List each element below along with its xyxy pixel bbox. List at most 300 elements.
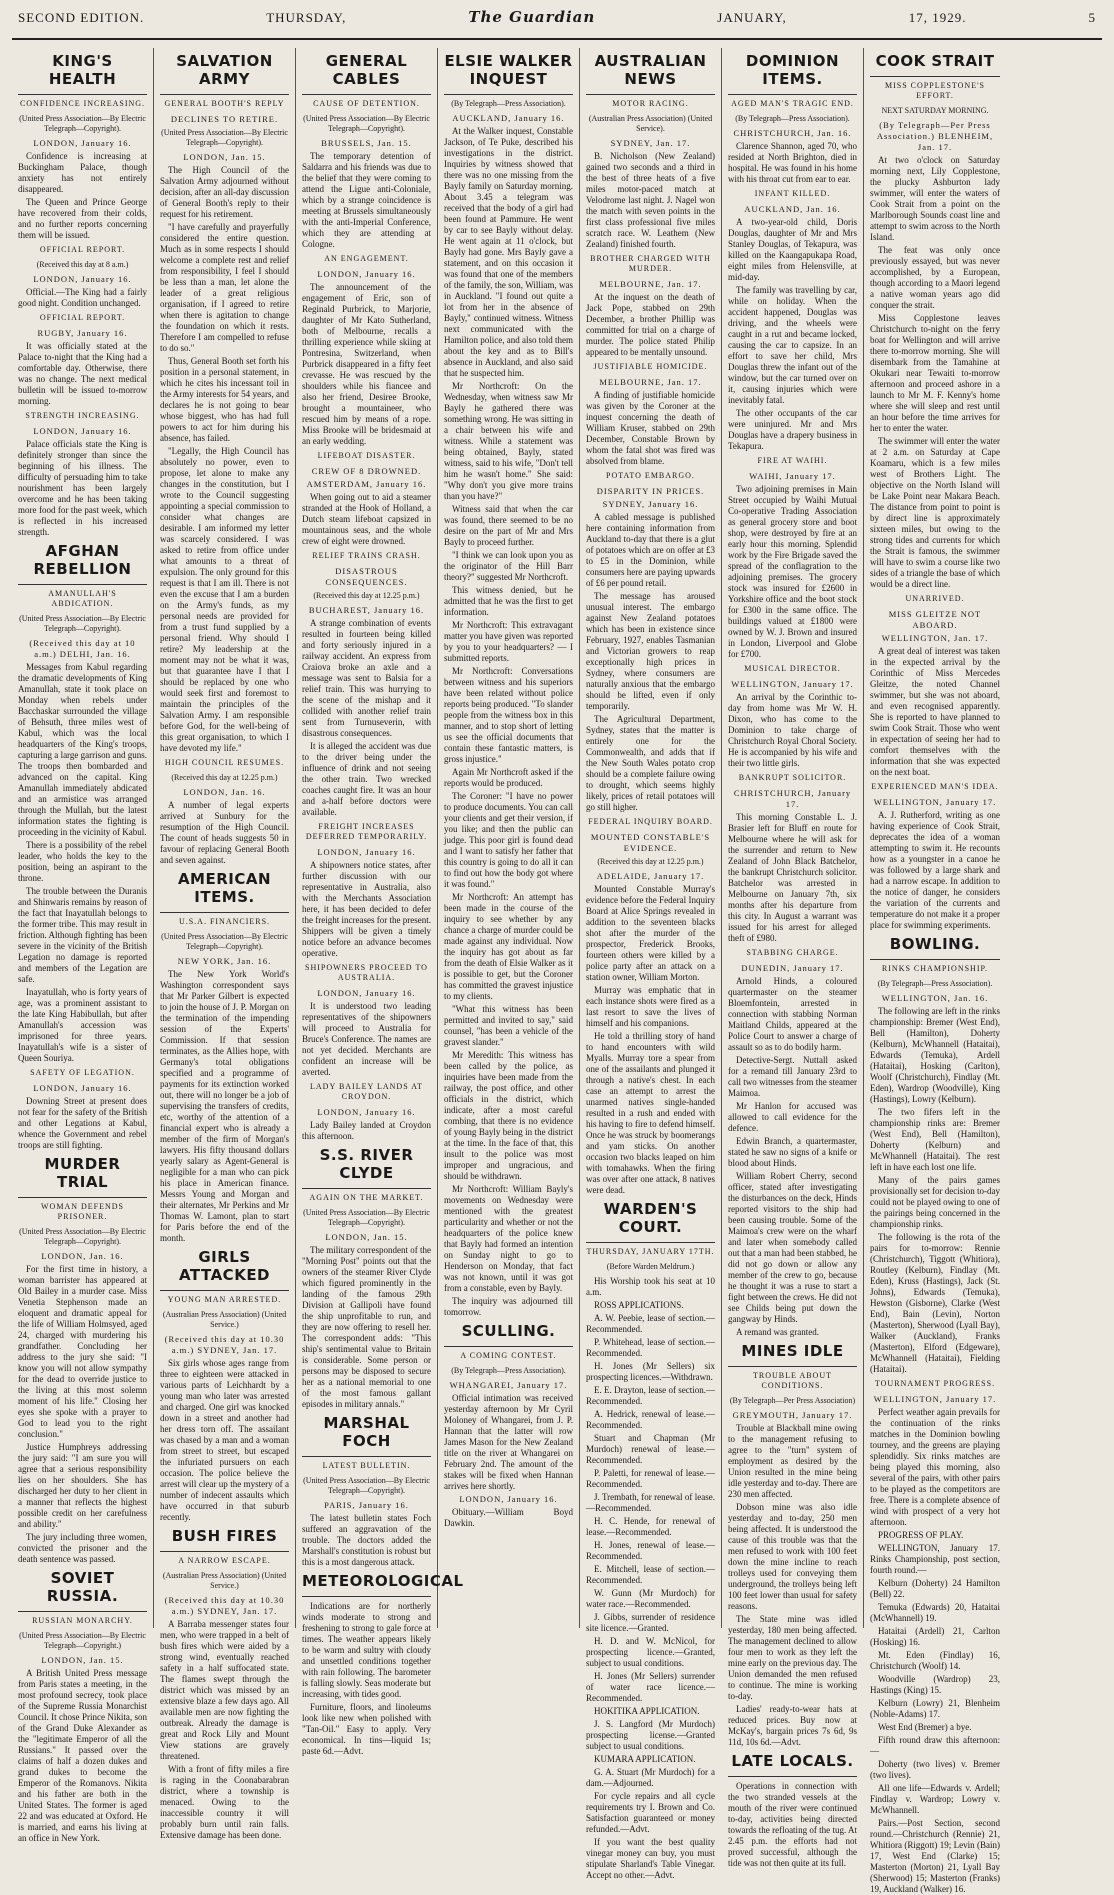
story-paragraph: Palace officials state the King is definitely stronger than since the beginning of his illness. The difficulty of persuading him to take nourishment has been largely overcome and he has been taking more food for the past week, which is reflected in his increased strength. (18, 439, 147, 537)
headline-rule (870, 76, 1000, 77)
story-dateline: LONDON, January 16. (33, 1083, 132, 1093)
news-story (586, 857, 715, 1196)
story-paragraph: Stuart and Chapman (Mr Murdoch) renewal of lease.—Recommended. (586, 1433, 715, 1465)
story-paragraph: P. Paletti, for renewal of lease.—Recommended. (586, 1468, 715, 1489)
story-paragraph: Downing Street at present does not fear for the safety of the British and other Legations at Kabul, whence the Government and rebel troops are still fighting. (18, 1096, 147, 1150)
story-headline: AUSTRALIAN NEWS (594, 52, 707, 88)
story-paragraph: A remand was granted. (736, 1327, 819, 1337)
wire-credit: (United Press Association—By Electric Telegraph—Copyright). (19, 1227, 146, 1246)
story-paragraph: The inquiry was adjourned till tomorrow. (444, 1296, 573, 1317)
news-story (586, 52, 715, 250)
wire-credit: (United Press Association—By Electric Telegraph—Copyright). (19, 114, 146, 133)
headline-rule (302, 1596, 431, 1597)
story-paragraph: Murray was emphatic that in each instance shots were fired as a last resort to save the lives of himself and his companions. (586, 985, 715, 1028)
story-paragraph: E. Mitchell, lease of section.—Recommended. (586, 1564, 715, 1585)
story-paragraph: Ladies' ready-to-wear hats at reduced prices. Buy now at McKay's, bargain prices 7s 6d, 9s 11d, 10s 6d.—Advt. (728, 1704, 857, 1747)
story-paragraph: A shipowners notice states, after further discussion with our representative in Australia, also with the Merchants Association here, it has been decided to defer the freight increases for the present. Shippers will be given a timely notice before an advance becomes operative. (302, 860, 431, 958)
wire-credit: (United Press Association—By Electric Telegraph—Copyright). (303, 114, 430, 133)
story-dateline: LONDON, January 16. (33, 274, 132, 284)
story-paragraph: For cycle repairs and all cycle requirements try I. Brown and Co. Satisfaction guaranteed or money refunded.—Advt. (586, 1791, 715, 1834)
headline-rule (18, 94, 147, 95)
headline-rule (728, 94, 857, 95)
story-paragraph: The latest bulletin states Foch suffered an aggravation of the trouble. The doctors added the Marshall's constitution is robust but this is a most dangerous attack. (302, 1513, 431, 1567)
story-paragraph: He told a thrilling story of hand to hand encounters with wild Myalls. Murray tore a spear from one of the assailants and plunged it through a native's chest. In each case an attempt to arrest the unarmed natives single-handed resulted in a rush and ended with his having to fire to defend himself. Once he was struck by boomerangs and yam sticks. On another occasion two blacks leaped on him with tomahawks. When the firing was over after one attack, 8 natives were dead. (586, 1031, 715, 1195)
news-story (302, 254, 431, 447)
story-dateline: LONDON, Jan. 16. (41, 1251, 124, 1261)
story-subhead: RINKS CHAMPIONSHIP. (881, 964, 989, 973)
story-paragraph: The message has aroused unusual interest. The embargo against New Zealand potatoes which has been in existence since February, 1927, enables Tasmanian and Victorian growers to reap exceptionally high prices in Sydney, where consumers are naturally anxious that the embargo should be lifted, even if only temporarily. (586, 591, 715, 711)
headline-rule (160, 912, 289, 913)
story-subhead: WOMAN DEFENDS PRISONER. (41, 1202, 124, 1221)
story-paragraph: At two o'clock on Saturday morning next, Lily Copplestone, the plucky Ashburton lady swimmer, will enter the waters of Cook Strait from a point on the Marlborough Sounds coast line and attempt to swim across to the North Island. (870, 155, 1000, 242)
story-dateline: BRUSSELS, Jan. 15. (321, 138, 412, 148)
story-paragraph: A. Hedrick, renewal of lease.—Recommended. (586, 1409, 715, 1430)
story-dateline: LONDON, January 16. (317, 269, 416, 279)
story-paragraph: Mr Hanlon for accused was allowed to call evidence for the defence. (728, 1101, 857, 1133)
news-story (728, 1752, 857, 1869)
story-headline: SCULLING. (461, 1322, 556, 1340)
story-paragraph: At the Walker inquest, Constable Jackson, of Te Puke, described his investigations in the district. Inquiries by witness showed that there was no one missing from the Bayly family on Saturday morning. About 3.45 a telegram was received that the body of a girl had been found at Pammure. He went by car to see Bayly without delay. He went again at 11 o'clock, but Bayly had gone. Mrs Bayly gave a statement, and on this occasion it was found that one of the members of the family, the son, William, was in Auckland. "I found out quite a lot from her in the absence of Bayly," continued witness. Witness next communicated with the Hamilton police, and also told them about the key and as to Bill's absence in Auckland, and also said that he suspected him. (444, 126, 573, 378)
story-paragraph: It is understood two leading representatives of the shipowners will proceed to Australia for Bruce's Conference. The names are not yet decided. Merchants are confident an increase will be averted. (302, 1001, 431, 1077)
story-dateline: WELLINGTON, Jan. 16. (881, 993, 989, 1003)
story-dateline: WHANGAREI, January 17. (449, 1380, 568, 1390)
news-story (728, 456, 857, 660)
story-paragraph: Clarence Shannon, aged 70, who resided at North Brighton, died in hospital. He was found in his home with his throat cut from ear to ear. (728, 141, 857, 184)
news-story (18, 52, 147, 241)
wire-credit: (Received this day at 12.25 p.m.) (171, 773, 278, 782)
story-paragraph: A. W. Peebie, lease of section.—Recommended. (586, 1313, 715, 1334)
headline-rule (18, 584, 147, 585)
wire-credit: (Australian Press Association) (United Service). (588, 114, 713, 133)
news-column (154, 48, 296, 1840)
news-story (18, 245, 147, 309)
page-number: 5 (1088, 10, 1096, 25)
headline-rule (444, 94, 573, 95)
story-dateline: WELLINGTON, January 17. (731, 679, 854, 689)
wire-credit: (By Telegraph—Press Association). (877, 979, 993, 988)
story-subhead: CAUSE OF DETENTION. (313, 99, 420, 108)
story-paragraph: J. Trembath, for renewal of lease.—Recommended. (586, 1492, 715, 1513)
story-paragraph: Confidence is increasing at Buckingham Palace, though anxiety has not entirely disappeared. (18, 151, 147, 194)
story-headline: MINES IDLE (741, 1342, 844, 1360)
story-paragraph: ROSS APPLICATIONS. (594, 1300, 684, 1310)
story-headline: COOK STRAIT (875, 52, 995, 70)
story-paragraph: Inayatullah, who is forty years of age, was a prominent assistant to the late King Habibullah, but after Amanullah's accession was imprisoned for three years. Inayatullah's wife is a sister of Queen Souriya. (18, 987, 147, 1063)
column-area (12, 48, 1102, 1894)
news-story (18, 1569, 147, 1844)
story-paragraph: A finding of justifiable homicide was given by the Coroner at the inquest concerning the death of William Kruser, stabbed on 29th December, Constable Brown by whom the fatal shot was fired was absolved from blame. (586, 390, 715, 466)
story-dateline: PARIS, January 16. (324, 1500, 409, 1510)
news-story (302, 822, 431, 959)
story-paragraph: A British United Press message from Paris states a meeting, in the most profound secrecy, took place of the Supreme Russia Monarchist Council. It chose Prince Nikita, son of the Grand Duke Alexander as the "legitimate Emperor of all the Russians." It passed over the claims of half a dozen dukes and grand dukes to become the Emperor of the Romanovs. Nikita and his father are both in the United States. The former is aged 22 and was educated at Oxford. He is married, and earns his living at an office in New York. (18, 1668, 147, 1843)
story-dateline: CHRISTCHURCH, Jan. 16. (733, 128, 852, 138)
story-dateline: AUCKLAND, January 16. (452, 113, 565, 123)
newspaper-title: The Guardian (468, 8, 596, 26)
news-story (160, 1527, 289, 1841)
news-story (444, 1494, 573, 1529)
story-dateline: MELBOURNE, Jan. 17. (599, 279, 702, 289)
story-paragraph: A two-year-old child, Doris Douglas, daughter of Mr and Mrs Stanley Douglas, of Tekapura, was killed on the Kaangapukapa Road, eight miles from Helensville, at mid-day. (728, 217, 857, 282)
story-paragraph: Mr Northcroft: This extravagant matter you have given was reported by you to your headquarters? — I submitted reports. (444, 620, 573, 663)
story-headline: SOVIET RUSSIA. (46, 1569, 119, 1605)
story-subhead: SAFETY OF LEGATION. (30, 1068, 135, 1077)
story-paragraph: J. S. Langford (Mr Murdoch) prospecting license.—Granted subject to usual conditions. (586, 1719, 715, 1751)
story-subhead: U.S.A. FINANCIERS. (178, 917, 271, 926)
wire-credit: NEXT SATURDAY MORNING. (881, 106, 989, 115)
headline-rule (302, 1456, 431, 1457)
story-paragraph: The military correspondent of the "Morning Post" points out that the owners of the steamer River Clyde which figured prominently in the landing of the famous 29th Division at Gallipoli have found the ship unprofitable to run, and they are now offering to resell her. The correspondent adds: "This ship's sentimental value to Britain is considerable. Some person or persons may be disposed to secure her as a national memorial to one of the most famous gallant episodes in military annals." (302, 1245, 431, 1409)
story-paragraph: Operations in connection with the two stranded vessels at the mouth of the river were continued to-day, activities being directed towards the refloating of the tug. At 2.45 p.m. the efforts had not proved successful, although the tide was not then quite at its full. (728, 1781, 857, 1868)
news-story (160, 758, 289, 866)
wire-credit: (By Telegraph—Press Association). (451, 99, 566, 108)
story-paragraph: For the first time in history, a woman barrister has appeared at Old Bailey in a murder case. Miss Venetia Stephenson made an eloquent and dramatic appeal for the life of William Holmsyed, aged 24, charged with murdering his grandfather. Concluding her address to the jury she said: "I know you will not allow sympathy for the dead to override justice to the living at this most solemn moment of his life." Closing her eyes she spoke with a prayer to God to lead you to the right conclusion." (18, 1264, 147, 1439)
masthead (12, 8, 1102, 40)
story-paragraph: Mounted Constable Murray's evidence before the Federal Inquiry Board at Alice Springs revealed in addition to the seventeen blacks shot after the murder of the prospector, Frederick Brooks, fourteen others were killed by a police party after an attack on a station owner, William Morton. (586, 884, 715, 982)
news-story (302, 1572, 464, 1757)
story-subhead: AMANULLAH'S ABDICATION. (48, 589, 117, 608)
story-paragraph: There is a possibility of the rebel leader, who holds the key to the position, being an aspirant to the throne. (18, 840, 147, 883)
news-story (728, 1342, 857, 1748)
story-dateline: SYDNEY, January 16. (602, 499, 699, 509)
story-paragraph: Many of the pairs games provisionally set for decision to-day could not be played owing to one of the pairings being concerned in the championship rinks. (870, 1175, 1000, 1229)
story-paragraph: Kelburn (Doherty) 24 Hamilton (Bell) 22. (870, 1578, 1000, 1599)
story-subhead: EXPERIENCED MAN'S IDEA. (871, 782, 999, 791)
story-subhead: GENERAL BOOTH'S REPLY (164, 99, 285, 108)
story-paragraph: The feat was only once previously essayed, but was never accomplished, by a European, though according to a Maori legend a native woman years ago did conquer the strait. (870, 245, 1000, 310)
news-story (444, 1322, 573, 1492)
news-story (160, 1248, 289, 1523)
news-story (18, 1155, 147, 1565)
story-dateline: NEW YORK, Jan. 16. (177, 956, 272, 966)
story-dateline: MISS GLEITZE NOT ABOARD. (888, 609, 982, 630)
story-paragraph: KUMARA APPLICATION. (594, 1754, 696, 1764)
story-headline: BOWLING. (889, 935, 981, 953)
story-paragraph: Mr Northcroft: Conversations between witness and his superiors have been related without police reports being produced. "To slander people from the witness box in this manner, and to stop short of letting us see the official documents that contain these fantastic matters, is gross injustice." (444, 666, 573, 764)
story-paragraph: "What this witness has been permitted and invited to say," said counsel, "has been a vehicle of the gravest slander." (444, 1004, 573, 1047)
story-subhead: RUSSIAN MONARCHY. (32, 1616, 133, 1625)
story-subhead: FREIGHT INCREASES DEFERRED TEMPORARILY. (305, 822, 428, 841)
headline-rule (444, 1346, 573, 1347)
month-label: JANUARY, (717, 10, 787, 25)
story-paragraph: Trouble at Blackball mine owing to the management refusing to agree to the "turn" system of employment as desired by the Union resulted in the mine being idle yesterday and to-day. There are 230 men affected. (728, 1423, 857, 1499)
story-paragraph: G. A. Stuart (Mr Murdoch) for a dam.—Adjourned. (586, 1767, 715, 1788)
story-subhead: AGED MAN'S TRAGIC END. (731, 99, 854, 108)
story-dateline: WAIHI, January 17. (749, 471, 836, 481)
news-story (302, 52, 431, 250)
story-subhead: OFFICIAL REPORT. (39, 245, 126, 254)
news-story (302, 963, 431, 1078)
story-paragraph: H. Jones, renewal of lease.—Recommended. (586, 1540, 715, 1561)
date-label: 17, 1929. (908, 10, 967, 25)
wire-credit: (United Press Association—By Electric Telegraph—Copyright). (161, 932, 288, 951)
story-paragraph: Obituary.—William Boyd Dawkin. (444, 1507, 573, 1528)
story-subhead: POTATO EMBARGO. (606, 471, 695, 480)
story-dateline: (Received this day at 10 a.m.) DELHI, Jan. 16. (29, 638, 136, 659)
story-subhead: FEDERAL INQUIRY BOARD. (588, 817, 713, 826)
story-dateline: DISASTROUS CONSEQUENCES. (325, 566, 408, 587)
news-story (586, 1200, 715, 1881)
story-subhead: STRENGTH INCREASING. (25, 411, 140, 420)
wire-credit: (Received this day at 12.25 p.m.) (597, 857, 704, 866)
news-story (870, 52, 1000, 590)
story-dateline: DISPARITY IN PRICES. (596, 486, 705, 496)
story-paragraph: A strange combination of events resulted in fourteen being killed and forty seriously injured in a railway accident. An express from Craiova broke an axle and a message was sent to Balsia for a relief train. This was hurrying to the scene of the mishap and it collided with another relief train sent from Turnuseverin, with disastrous consequences. (302, 618, 431, 738)
story-headline: ELSIE WALKER INQUEST (444, 52, 573, 88)
story-dateline: WELLINGTON, January 17. (873, 797, 997, 807)
story-paragraph: It is alleged the accident was due to the driver being under the influence of drink and not seeing the other train. Two wrecked coaches caught fire. It was an hour and a-half before doctors were available. (302, 741, 431, 817)
story-dateline: LONDON, Jan. 16. (183, 787, 266, 797)
story-headline: KING'S HEALTH (48, 52, 117, 88)
wire-credit: (United Press Association—By Electric Telegraph—Copyright). (303, 1208, 430, 1227)
story-paragraph: The New York World's Washington correspondent says that Mr Parker Gilbert is expected to join the house of J. P. Morgan on the termination of the impending session of the Experts' Commission. If that session terminates, as the Allies hope, with Germany's total obligations specified and a programme of payments for its extinction worked out, there will no longer be a job of supervising the transfers of credits, etc, worthy of the attention of a financial expert who is already a member of the firm of Morgan's lawyers. His fifty thousand dollars yearly salary as Agent-General is negligible for a man who can pick his place in American finance. Messrs Young and Morgan and their alternates, Mr Perkins and Mr Thomas W. Lamont, plan to start for Paris before the end of the month. (160, 969, 289, 1243)
news-story (160, 128, 289, 754)
story-paragraph: The following is the rota of the pairs for to-morrow: Rennie (Christchurch), Tiggott (Whitiora), Routley (Kelburn), Findlay (Mt. Eden), Kruss (Hastings), Jack (St. Johns), Edwards (Temuka), Hewston (Gisborne), Clarke (West End), Bain (Levin), Norton (Masterton), Sherwood (Lyall Bay), Walker (Auckland), Franks (Masterton), Elford (Edgeware), McWhannell (Hataitai), Fielding (Hataitai). (870, 1232, 1000, 1374)
story-subhead: YOUNG MAN ARRESTED. (167, 1295, 282, 1304)
story-dateline: (Received this day at 10.30 a.m.) SYDNEY, Jan. 17. (164, 1595, 285, 1616)
story-dateline: ADELAIDE, January 17. (596, 871, 705, 881)
story-headline: GIRLS ATTACKED (178, 1248, 271, 1284)
news-column (722, 48, 864, 1868)
story-dateline: LONDON, Jan. 15. (183, 152, 266, 162)
story-subhead: AGAIN ON THE MARKET. (309, 1193, 424, 1202)
story-dateline: LONDON, January 16. (33, 138, 132, 148)
story-dateline: LONDON, Jan. 15. (325, 1232, 408, 1242)
story-dateline: LONDON, Jan. 15. (41, 1655, 124, 1665)
story-dateline: AMSTERDAM, January 16. (306, 479, 427, 489)
story-paragraph: Mr Northcroft: William Bayly's movements on Wednesday were mentioned with the greatest particularity and whether or not the headquarters of the police knew that Bayly had formed an intention on Sunday night to go to Henderson on Monday, that fact was not known, until it was got from a constable, even by Bayly. (444, 1184, 573, 1293)
wire-credit: (Australian Press Association) (United Service.) (162, 1571, 287, 1590)
news-story (18, 411, 147, 538)
story-dateline: RUGBY, January 16. (37, 328, 128, 338)
headline-rule (586, 1242, 715, 1243)
story-paragraph: Messages from Kabul regarding the dramatic developments of King Amanullah, state it took place on Monday when rebels under Bacchaskar surrounded the village of Behsuth, three miles west of Kabul, which was the local headquarters of the King's troops, capturing a large garrison and guns. The troops then bombarded and advanced on the capital. King Amanullah immediately abdicated and an armistice was arranged through the Mullah, but the latest information states the fighting is proceeding in the vicinity of Kabul. (18, 662, 147, 837)
headline-rule (302, 94, 431, 95)
story-paragraph: A great deal of interest was taken in the expected arrival by the Corinthic of Miss Mercedes Gleitze, the noted Channel swimmer, but she was not aboard, and even recognised apparently. She is reported to have planned to swim Cook Strait. Those who went in expectation of seeing her had to comfort themselves with the information that she was expected on the next boat. (870, 646, 1000, 777)
story-paragraph: Woodville (Wardrop) 23, Hastings (King) 15. (870, 1674, 1000, 1695)
story-dateline: LONDON, January 16. (317, 988, 416, 998)
story-paragraph: Doherty (two lives) v. Bremer (two lives). (870, 1759, 1000, 1780)
news-story (728, 189, 857, 452)
story-paragraph: Perfect weather again prevails for the continuation of the rinks matches in the Dominion bowling tourney, and the greens are playing splendidly. Six rinks matches are being played this morning, also several of the pairs, with other pairs to be played as the competitors are free. There is a complete absence of wind with prospect of a very hot afternoon. (870, 1407, 1000, 1527)
story-subhead: RELIEF TRAINS CRASH. (312, 551, 421, 560)
headline-rule (160, 1290, 289, 1291)
story-headline: GENERAL CABLES (325, 52, 408, 88)
story-subhead: LADY BAILEY LANDS AT CROYDON. (310, 1082, 423, 1101)
story-paragraph: Arnold Hinds, a coloured quartermaster on the steamer Bloemfontein, arrested in connection with stabbing Norman Maitland Childs, appeared at the Police Court to answer a charge of assault so as to do bodily harm. (728, 976, 857, 1052)
story-subhead: HIGH COUNCIL RESUMES. (164, 758, 285, 767)
story-paragraph: The Coroner: "I have no power to produce documents. You can call your clients and get their version, if you like; and then the public can judge. This poor girl is found dead and I want to satisfy her father that this country is going to do all it can to find out how the body got where it was found." (444, 791, 573, 889)
news-story (586, 817, 715, 854)
story-paragraph: W. Gunn (Mr Murdoch) for water race.—Recommended. (586, 1588, 715, 1609)
news-story (302, 1082, 431, 1142)
story-paragraph: Official.—The King had a fairly good night. Condition unchanged. (18, 287, 147, 308)
story-dateline: GREYMOUTH, January 17. (732, 1410, 853, 1420)
story-subhead: BROTHER CHARGED WITH MURDER. (590, 254, 711, 273)
news-story (160, 52, 289, 125)
story-paragraph: P. Whitehead, lease of section.—Recommended. (586, 1337, 715, 1358)
story-paragraph: A number of legal experts arrived at Sunbury for the resumption of the High Council. The count of heads suggests 50 in favour of replacing General Booth and seven against. (160, 800, 289, 865)
story-paragraph: It was officially stated at the Palace to-night that the King had a comfortable day. Otherwise, there was no change. The next medical bulletin will be issued to-morrow morning. (18, 341, 147, 406)
story-paragraph: This witness denied, but he admitted that he was the first to get information. (444, 585, 573, 617)
story-subhead: LIFEBOAT DISASTER. (317, 451, 416, 460)
wire-credit: (United Press Association—By Electric Telegraph—Copyright.) (19, 1631, 146, 1650)
news-story (728, 664, 857, 769)
story-dateline: (By Telegraph—Per Press Association.) BLENHEIM, Jan. 17. (876, 120, 994, 152)
story-headline: BUSH FIRES (171, 1527, 278, 1545)
news-story (870, 782, 1000, 931)
story-paragraph: The following are left in the rinks championship: Bremer (West End), Bell (Hamilton), Doherty (Kelburn), McWhannell (Hataitai), Edwards (Temuka), Ardell (Hataitai), Hosking (Carlton), Woolf (Christchurch), Findlay (Mt. Eden), Wardrop (Woodville), King (Hastings), Lowry (Kelburn). (870, 1006, 1000, 1104)
story-paragraph: H. C. Hende, for renewal of lease.—Recommended. (586, 1516, 715, 1537)
story-paragraph: If you want the best quality vinegar money can buy, you must stipulate Sharland's Table Vinegar. Accept no other.—Advt. (586, 1837, 715, 1880)
story-headline: S.S. RIVER CLYDE (319, 1146, 414, 1182)
news-story (302, 451, 431, 477)
story-paragraph: A. J. Rutherford, writing as one having experience of Cook Strait, deprecates the idea of a woman attempting to swim it. He recounts how as a youngster in a canoe he was followed by a large shark and had a narrow escape. In addition to the notice of danger, he considers the variation of the currents and temperature do not make it a proper place for swimming experiments. (870, 810, 1000, 930)
story-paragraph: Mr Northcroft: On the Wednesday, when witness saw Mr Bayly he gathered there was something wrong. He was sitting in a chair between his wife and witness. While a statement was being obtained, Bayly, stated witness, said to his wife, "Don't tell him he wasn't home." She said: "Why don't you give more trains than you have?" (444, 381, 573, 501)
news-story (302, 479, 431, 547)
story-headline: DOMINION ITEMS. (745, 52, 840, 88)
story-dateline: LONDON, January 16. (317, 847, 416, 857)
story-headline: AFGHAN REBELLION (33, 542, 132, 578)
story-paragraph: A Barraba messenger states four men, who were trapped in a belt of bush fires which were aided by a strong wind, eventually reached safety in a half suffocated state. The flames swept through the district which was missed by an extensive blaze a few days ago. All available men are now fighting the outbreak. Already the damage is great and Rock Lily and Mount View stations are gravely threatened. (160, 1619, 289, 1761)
story-paragraph: Again Mr Northcroft asked if the reports would be produced. (444, 767, 573, 788)
news-column (296, 48, 464, 1756)
headline-rule (18, 1611, 147, 1612)
headline-rule (302, 1188, 431, 1189)
news-story (870, 1379, 1000, 1895)
headline-rule (870, 959, 1000, 960)
story-dateline: AUCKLAND, Jan. 16. (744, 204, 841, 214)
story-dateline: WELLINGTON, January 17. (873, 1394, 997, 1404)
story-subhead: MUSICAL DIRECTOR. (744, 664, 841, 673)
story-paragraph: Miss Copplestone leaves Christchurch to-night on the ferry boat for Wellington and will arrive there to-morrow morning. She will disembark from the Tamahine at Okukari near Tewaiti to-morrow afternoon and proceed ashore in a launch to Mr M. F. Kenny's home where she will sleep and rest until an hour before the time arrives for her to enter the water. (870, 313, 1000, 433)
story-paragraph: Six girls whose ages range from three to eighteen were attacked in various parts of Leichhardt by a young man who later was arrested and charged. One girl was knocked down in a street and another had her dress torn off. The assailant was chased by a man and a woman from street to street, but escaped the infuriated pursuers on each occasion. The police believe the arrest will clear up the mystery of a number of indecent assaults which have occurred in that suburb recently. (160, 1358, 289, 1522)
story-dateline: LONDON, January 16. (317, 1107, 416, 1117)
story-dateline: MELBOURNE, Jan. 17. (599, 377, 702, 387)
story-dateline: (Received this day at 10.30 a.m.) SYDNEY, Jan. 17. (164, 1334, 285, 1355)
story-subhead: OFFICIAL REPORT. (39, 313, 126, 322)
edition-label: SECOND EDITION. (18, 10, 145, 25)
story-paragraph: Two adjoining premises in Main Street occupied by Waihi Mutual Co-operative Trading Association as general grocery store and boot shop, were destroyed by fire at an early hour this morning. Splendid work by the Fire Brigade saved the spread of the conflagration to the adjoining premises. The grocery stock was insured for £2600 in Yorkshire office and the boot stock for £300 in the same office. The buildings valued at £1800 were owned by W. J. Brown and insured in London, Liverpool and Globe for £700. (728, 484, 857, 659)
story-subhead: THURSDAY, JANUARY 17TH. (586, 1247, 715, 1256)
story-paragraph: West End (Bremer) a bye. (878, 1722, 972, 1732)
story-paragraph: Detective-Sergt. Nuttall asked for a remand till January 23rd to call two witnesses from the steamer Maimoa. (728, 1055, 857, 1098)
story-paragraph: E. E. Drayton, lease of section.—Recommended. (586, 1385, 715, 1406)
story-paragraph: The two fifers left in the championship rinks are: Bremer (West End), Bell (Hamilton), Doherty (Kelburn) and McWhannell (Hataitai). The rest left in have each lost one life. (870, 1107, 1000, 1172)
story-paragraph: This morning Constable L. J. Brasier left for Bluff en route for Melbourne where he will ask for the surrender and return to New Zealand of John Black Batchelor, the bankrupt Christchurch solicitor. Batchelor was arrested in Melbourne on January 7th, six months after his departure from this city. In August a warrant was issued for his arrest for alleged theft of £980. (728, 812, 857, 943)
story-headline: LATE LOCALS. (731, 1752, 854, 1770)
news-column (438, 48, 580, 1628)
story-subhead: INFANT KILLED. (754, 189, 831, 198)
story-paragraph: Justice Humphreys addressing the jury said: "I am sure you will agree that a serious responsibility lies on her shoulders. She has discharged her duty to her client in a manner that reflects the highest possible credit on her carefulness and ability." (18, 1442, 147, 1529)
news-story (18, 313, 147, 407)
news-story (870, 633, 1000, 778)
headline-rule (728, 1366, 857, 1367)
headline-rule (18, 1197, 147, 1198)
story-dateline: DUNEDIN, January 17. (741, 963, 844, 973)
story-paragraph: At the inquest on the death of Jack Pope, stabbed on 29th December, a brother Phillip was committed for trial on a charge of murder. The police stated Philip appeared to be mentally unsound. (586, 292, 715, 357)
story-paragraph: The other occupants of the car were uninjured. Mr and Mrs Douglas have a drapery business in Tekapura. (728, 408, 857, 451)
story-paragraph: The State mine was idled yesterday, 180 men being affected. The management declined to allow four men to work as they left the mine early on the previous day. The Union demanded the men refused to continue. The mine is working to-day. (728, 1614, 857, 1701)
news-column (864, 48, 1006, 1894)
story-subhead: AN ENGAGEMENT. (324, 254, 409, 263)
headline-rule (728, 1776, 857, 1777)
story-paragraph: The swimmer will enter the water at 2 a.m. on Saturday at Cape Koamaru, which is a few miles west of Brothers Light. The objective on the North Island will be Lake Point near Makara Beach. The distance from point to point is by direct line is approximately sixteen miles, but owing to the strong tides and currents for which the Strait is famous, the swimmer will have to swim a course like two sides of a triangle the base of which would be a direct line. (870, 436, 1000, 589)
news-story (586, 471, 715, 497)
story-paragraph: Mr Northcroft: An attempt has been made in the course of the inquiry to see whether by any chance a charge of murder could be made against any individual. Now the inquiry has got about as far from the death of Elsie Walker as it is possible to get, but the Coroner has committed the gravest injustice to my clients. (444, 892, 573, 1001)
story-subhead: A NARROW ESCAPE. (178, 1556, 271, 1565)
story-subhead: MOTOR RACING. (612, 99, 689, 108)
story-paragraph: Lady Bailey landed at Croydon this afternoon. (302, 1120, 431, 1141)
story-paragraph: Kelburn (Lowry) 21, Blenheim (Noble-Adams) 17. (870, 1698, 1000, 1719)
story-paragraph: Pairs.—Post Section, second round.—Christchurch (Rennie) 21, Whitiora (Riggott) 19; Levin (Bain) 17, West End (Clarke) 15; Masterton (Morton) 21, Lyall Bay (Sherwood) 15; Masterton (Franks) 19, Auckland (Walker) 16. (870, 1818, 1000, 1894)
story-paragraph: The jury including three women, convicted the prisoner and the death sentence was passed. (18, 1532, 147, 1564)
news-story (160, 870, 289, 1244)
story-subhead: TOURNAMENT PROGRESS. (874, 1379, 996, 1388)
wire-credit: (United Press Association—By Electric Telegraph—Copyright). (161, 128, 288, 147)
story-paragraph: J. Gibbs, surrender of residence site licence.—Granted. (586, 1612, 715, 1633)
story-dateline: DECLINES TO RETIRE. (170, 114, 279, 124)
story-paragraph: H. Jones (Mr Sellers) surrender of water race licence.—Recommended. (586, 1671, 715, 1703)
news-story (870, 935, 1000, 1375)
story-paragraph: A cabled message is published here containing information from Auckland to-day that there is a glut of potatoes which are on offer at £3 to £5 in the Dominion, while consumers here are paying upwards of £6 per pound retail. (586, 512, 715, 588)
story-paragraph: Edwin Branch, a quartermaster, stated he saw no signs of a knife or blood about Hinds. (728, 1136, 857, 1168)
story-paragraph: When going out to aid a steamer stranded at the Hook of Holland, a Dutch steam lifeboat capsized in mountainous seas, and the whole crew of eight were drowned. (302, 492, 431, 546)
story-paragraph: The High Council of the Salvation Army adjourned without decision, after an all-day discussion of General Booth's reply to their request for his retirement. (160, 165, 289, 219)
newspaper-page (12, 8, 1102, 1894)
story-dateline: WELLINGTON, Jan. 17. (881, 633, 989, 643)
story-paragraph: Furniture, floors, and linoleums look like new when polished with "Tan-Oil." Easy to apply. Very economical. In tins—liquid 1s; paste 6d.—Advt. (302, 1702, 431, 1756)
story-paragraph: The trouble between the Duranis and Shinwaris remains by reason of the fact that Inayatullah belongs to the former tribe. This may result in friction. Although fighting has been severe in the vicinity of the British Legation no damage is reported and members of the Legation are safe. (18, 886, 147, 984)
story-subhead: CONFIDENCE INCREASING. (19, 99, 146, 108)
story-dateline: CHRISTCHURCH, January 17. (733, 788, 852, 809)
weekday-label: THURSDAY, (266, 10, 347, 25)
story-paragraph: "I have carefully and prayerfully considered the entire question. Much as in some respects I should welcome a complete rest and relief from responsibility, I feel I should be less than a man, let alone the leader of a great religious organisation, if I agreed to retire when there is agitation to change the foundation on which it rests. Therefore I am compelled to refuse to do so." (160, 222, 289, 353)
news-story (870, 594, 1000, 631)
story-paragraph: Witness said that when the car was found, there seemed to be no desire on the part of Mr and Mrs Bayly to proceed further. (444, 504, 573, 547)
wire-credit: (United Press Association—By Electric Telegraph—Copyright). (303, 1476, 430, 1495)
story-subhead: BANKRUPT SOLICITOR. (738, 773, 847, 782)
wire-credit: (Australian Press Association) (United Service.) (162, 1310, 287, 1329)
news-story (586, 254, 715, 358)
story-dateline: CREW OF 8 DROWNED. (311, 466, 422, 476)
story-paragraph: PROGRESS OF PLAY. (878, 1530, 964, 1540)
story-subhead: UNARRIVED. (905, 594, 965, 603)
news-story (302, 1146, 431, 1410)
story-paragraph: William Robert Cherry, second officer, stated after investigating the disturbances on the deck, Hinds reported visitors to the ship had been causing trouble. Some of the Maimoa's crew were on the wharf and later when somebody called out that a man had been stabbed, he did not go down or allow any member of the crew to go, because he thought it was a ruse to start a fight between the crews. He did not see Childs being put down the gangway by Hinds. (728, 1171, 857, 1324)
story-paragraph: Temuka (Edwards) 20, Hataitai (McWhannell) 19. (870, 1602, 1000, 1623)
story-paragraph: Hataitai (Ardell) 21, Carlton (Hosking) 16. (870, 1626, 1000, 1647)
story-headline: WARDEN'S COURT. (603, 1200, 698, 1236)
story-paragraph: Official intimation was received yesterday afternoon by Mr Cyril Moloney of Whangarei, from J. P. Hannan that the latter will row James Mason for the New Zealand title on the river at Whangarei on February 2nd. The amount of the stakes will be fixed when Hannan arrives here shortly. (444, 1393, 573, 1491)
news-story (728, 52, 857, 185)
news-story (302, 591, 431, 818)
wire-credit: (United Press Association—By Electric Telegraph—Copyright). (19, 614, 146, 633)
story-subhead: STABBING CHARGE. (746, 948, 839, 957)
story-dateline: MOUNTED CONSTABLE'S EVIDENCE. (590, 832, 711, 853)
story-subhead: MISS COPPLESTONE'S EFFORT. (885, 81, 985, 100)
wire-credit: (Received this day at 12.25 p.m.) (313, 591, 420, 600)
story-paragraph: An arrival by the Corinthic to-day from home was Mr W. H. Dixon, who has come to the Dominion to take charge of Christchurch Royal Choral Society. He is accompanied by his wife and their two little girls. (728, 692, 857, 768)
story-paragraph: HOKITIKA APPLICATION. (594, 1706, 700, 1716)
story-paragraph: The Queen and Prince George have recovered from their colds, and no further reports concerning them will be issued. (18, 197, 147, 240)
wire-credit: (By Telegraph—Per Press Association) (729, 1396, 856, 1405)
news-column (12, 48, 154, 1843)
wire-credit: (By Telegraph—Press Association). (451, 1366, 566, 1375)
story-paragraph: H. Jones (Mr Sellers) six prospecting licences.—Withdrawn. (586, 1361, 715, 1382)
wire-credit: (Received this day at 8 a.m.) (36, 260, 129, 269)
news-story (728, 948, 857, 1338)
story-dateline: SYDNEY, Jan. 17. (610, 138, 691, 148)
